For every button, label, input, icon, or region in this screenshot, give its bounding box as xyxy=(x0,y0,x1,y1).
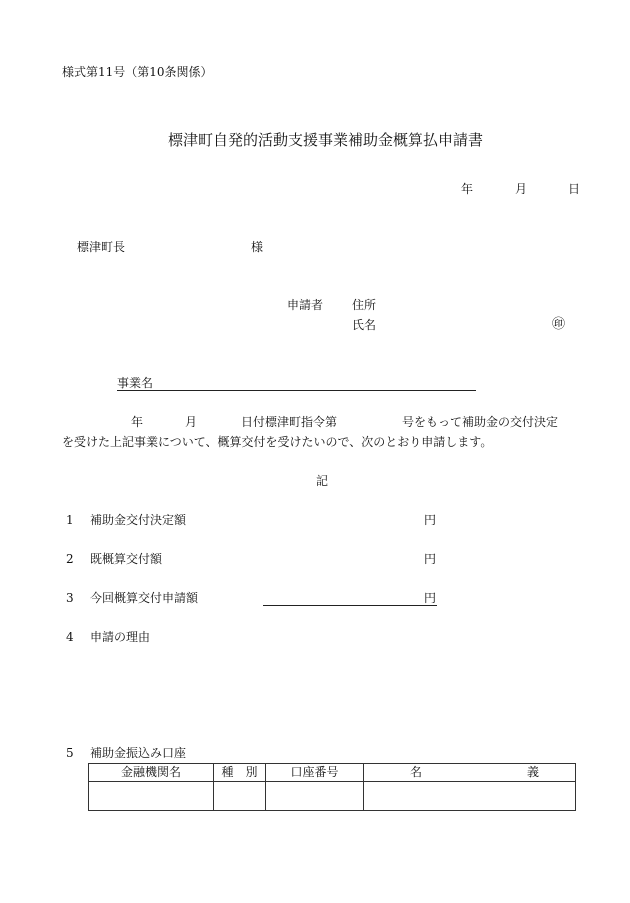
item-5-label: 補助金振込み口座 xyxy=(90,746,187,760)
project-name-underline xyxy=(117,390,476,391)
item-4-number: 4 xyxy=(66,630,74,644)
item-1-number: 1 xyxy=(66,513,74,527)
table-row xyxy=(89,782,576,811)
bank-account-table xyxy=(88,763,576,811)
item-4-label: 申請の理由 xyxy=(90,630,151,644)
header-bank-name: 金融機関名 xyxy=(89,764,214,782)
address-label: 住所 xyxy=(352,298,377,312)
account-holder-cell[interactable] xyxy=(364,782,576,811)
addressee-name: 標津町長 xyxy=(77,240,126,254)
header-holder-part-1: 名 xyxy=(410,765,423,779)
body-directive-prefix: 日付標津町指令第 xyxy=(241,415,338,429)
header-account-number: 口座番号 xyxy=(266,764,364,782)
date-year: 年 xyxy=(461,182,474,196)
addressee-honorific: 様 xyxy=(251,240,264,254)
item-1-unit: 円 xyxy=(424,513,437,527)
item-5-number: 5 xyxy=(66,746,74,760)
item-3-unit: 円 xyxy=(424,591,437,605)
item-2-unit: 円 xyxy=(424,552,437,566)
body-year: 年 xyxy=(131,415,144,429)
table-header-row xyxy=(89,764,576,782)
seal-mark: ㊞ xyxy=(552,317,566,332)
bank-name-cell[interactable] xyxy=(89,782,214,811)
item-2-number: 2 xyxy=(66,552,74,566)
account-type-cell[interactable] xyxy=(214,782,266,811)
item-1-label: 補助金交付決定額 xyxy=(90,513,187,527)
body-directive-suffix: 号をもって補助金の交付決定 xyxy=(402,415,559,429)
header-account-type: 種 別 xyxy=(214,764,266,782)
form-number: 様式第11号（第10条関係） xyxy=(62,65,213,79)
item-3-label: 今回概算交付申請額 xyxy=(90,591,199,605)
account-number-cell[interactable] xyxy=(266,782,364,811)
date-month: 月 xyxy=(515,182,528,196)
name-label: 氏名 xyxy=(352,318,377,332)
body-line-2: を受けた上記事業について、概算交付を受けたいので、次のとおり申請します。 xyxy=(62,435,493,449)
ki-heading: 記 xyxy=(316,474,329,488)
applicant-label: 申請者 xyxy=(287,298,324,312)
header-holder-part-2: 義 xyxy=(526,765,539,779)
document-title: 標津町自発的活動支援事業補助金概算払申請書 xyxy=(168,131,484,149)
item-2-label: 既概算交付額 xyxy=(90,552,163,566)
item-3-underline xyxy=(263,605,437,606)
project-name-label: 事業名 xyxy=(117,376,154,390)
body-month: 月 xyxy=(185,415,198,429)
date-day: 日 xyxy=(568,182,581,196)
item-3-number: 3 xyxy=(66,591,74,605)
header-account-holder xyxy=(364,764,576,782)
